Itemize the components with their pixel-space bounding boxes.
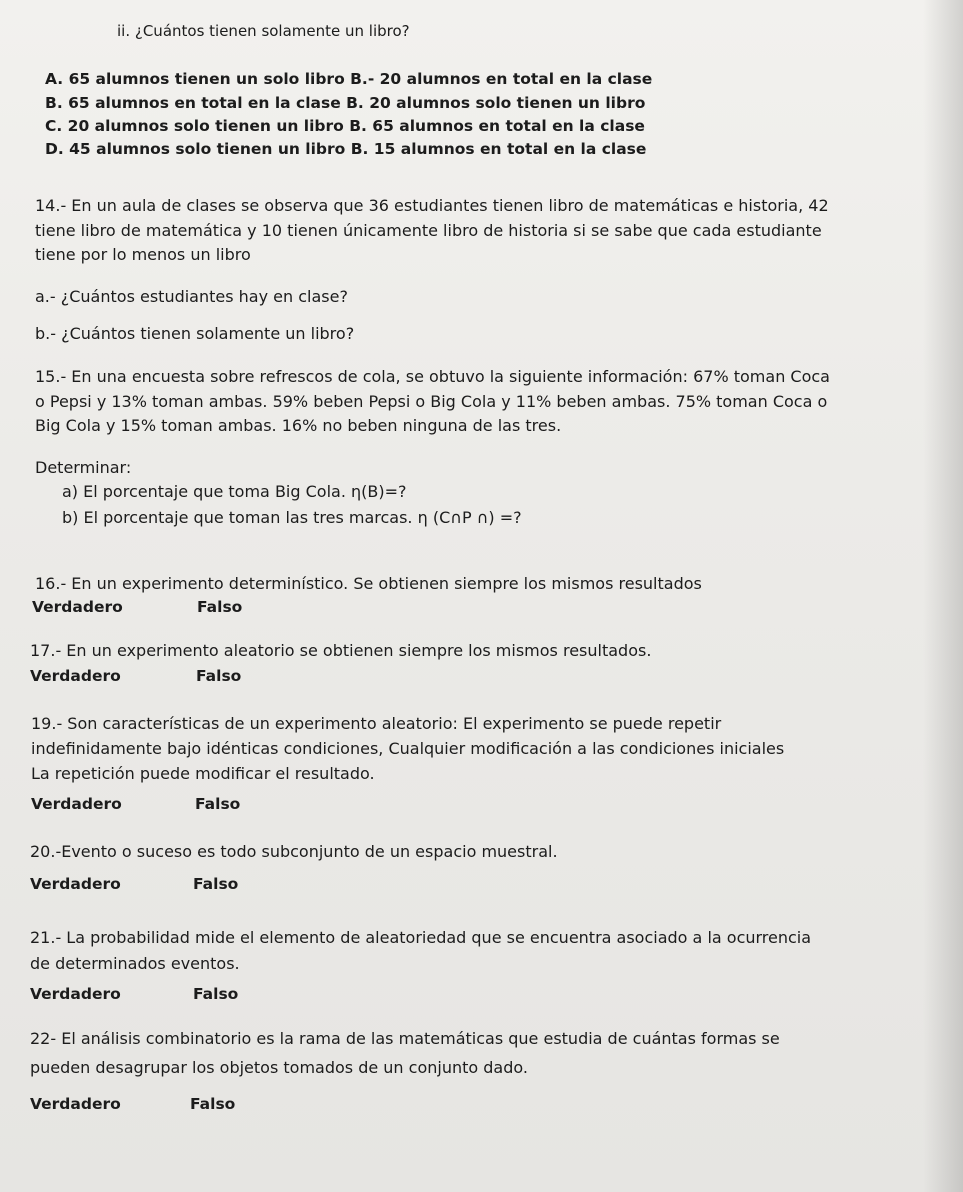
q21-line-2: de determinados eventos. (30, 954, 240, 973)
q16-true-option[interactable]: Verdadero (32, 598, 123, 616)
q19-false-option[interactable]: Falso (195, 795, 241, 813)
q20-true-option[interactable]: Verdadero (30, 875, 121, 893)
q15-determinar: Determinar: (35, 458, 132, 477)
q15-line-2: o Pepsi y 13% toman ambas. 59% beben Pepsi o Big Cola y 11% beben ambas. 75% toman Coca o (35, 392, 828, 411)
q17-line-1: 17.- En un experimento aleatorio se obtienen siempre los mismos resultados. (30, 641, 652, 660)
option-d: D. 45 alumnos solo tienen un libro B. 15 alumnos en total en la clase (45, 140, 647, 158)
q15-part-a: a) El porcentaje que toma Big Cola. η(B)=? (62, 482, 407, 501)
q22-true-option[interactable]: Verdadero (30, 1095, 121, 1113)
q14-part-b: b.- ¿Cuántos tienen solamente un libro? (35, 324, 355, 343)
q22-false-option[interactable]: Falso (190, 1095, 236, 1113)
q14-line-2: tiene libro de matemática y 10 tienen únicamente libro de historia si se sabe que cada estudiante (35, 221, 822, 240)
q14-line-1: 14.- En un aula de clases se observa que 36 estudiantes tienen libro de matemáticas e historia, 42 (35, 196, 829, 215)
page-edge-shadow (923, 0, 963, 1192)
q14-part-a: a.- ¿Cuántos estudiantes hay en clase? (35, 287, 348, 306)
q19-line-2: indefinidamente bajo idénticas condiciones, Cualquier modificación a las condiciones iniciales (31, 739, 785, 758)
q19-line-3: La repetición puede modificar el resultado. (31, 764, 375, 783)
q15-line-3: Big Cola y 15% toman ambas. 16% no beben ninguna de las tres. (35, 416, 562, 435)
q20-line-1: 20.-Evento o suceso es todo subconjunto de un espacio muestral. (30, 842, 558, 861)
q15-part-b: b) El porcentaje que toman las tres marcas. η (C∩P ∩) =? (62, 508, 522, 527)
option-c: C. 20 alumnos solo tienen un libro B. 65 alumnos en total en la clase (45, 117, 645, 135)
q21-true-option[interactable]: Verdadero (30, 985, 121, 1003)
q17-true-option[interactable]: Verdadero (30, 667, 121, 685)
sub-question-ii: ii. ¿Cuántos tienen solamente un libro? (117, 22, 410, 40)
q19-line-1: 19.- Son características de un experimento aleatorio: El experimento se puede repetir (31, 714, 722, 733)
q14-line-3: tiene por lo menos un libro (35, 245, 251, 264)
q20-false-option[interactable]: Falso (193, 875, 239, 893)
q16-line-1: 16.- En un experimento determinístico. Se obtienen siempre los mismos resultados (35, 574, 702, 593)
q16-false-option[interactable]: Falso (197, 598, 243, 616)
option-a: A. 65 alumnos tienen un solo libro B.- 20 alumnos en total en la clase (45, 70, 653, 88)
q22-line-2: pueden desagrupar los objetos tomados de un conjunto dado. (30, 1058, 528, 1077)
q15-line-1: 15.- En una encuesta sobre refrescos de cola, se obtuvo la siguiente información: 67% toman Coca (35, 367, 830, 386)
q17-false-option[interactable]: Falso (196, 667, 242, 685)
option-b: B. 65 alumnos en total en la clase B. 20 alumnos solo tienen un libro (45, 94, 646, 112)
q21-false-option[interactable]: Falso (193, 985, 239, 1003)
q21-line-1: 21.- La probabilidad mide el elemento de aleatoriedad que se encuentra asociado a la ocurrencia (30, 928, 812, 947)
q19-true-option[interactable]: Verdadero (31, 795, 122, 813)
q22-line-1: 22- El análisis combinatorio es la rama de las matemáticas que estudia de cuántas formas se (30, 1029, 780, 1048)
